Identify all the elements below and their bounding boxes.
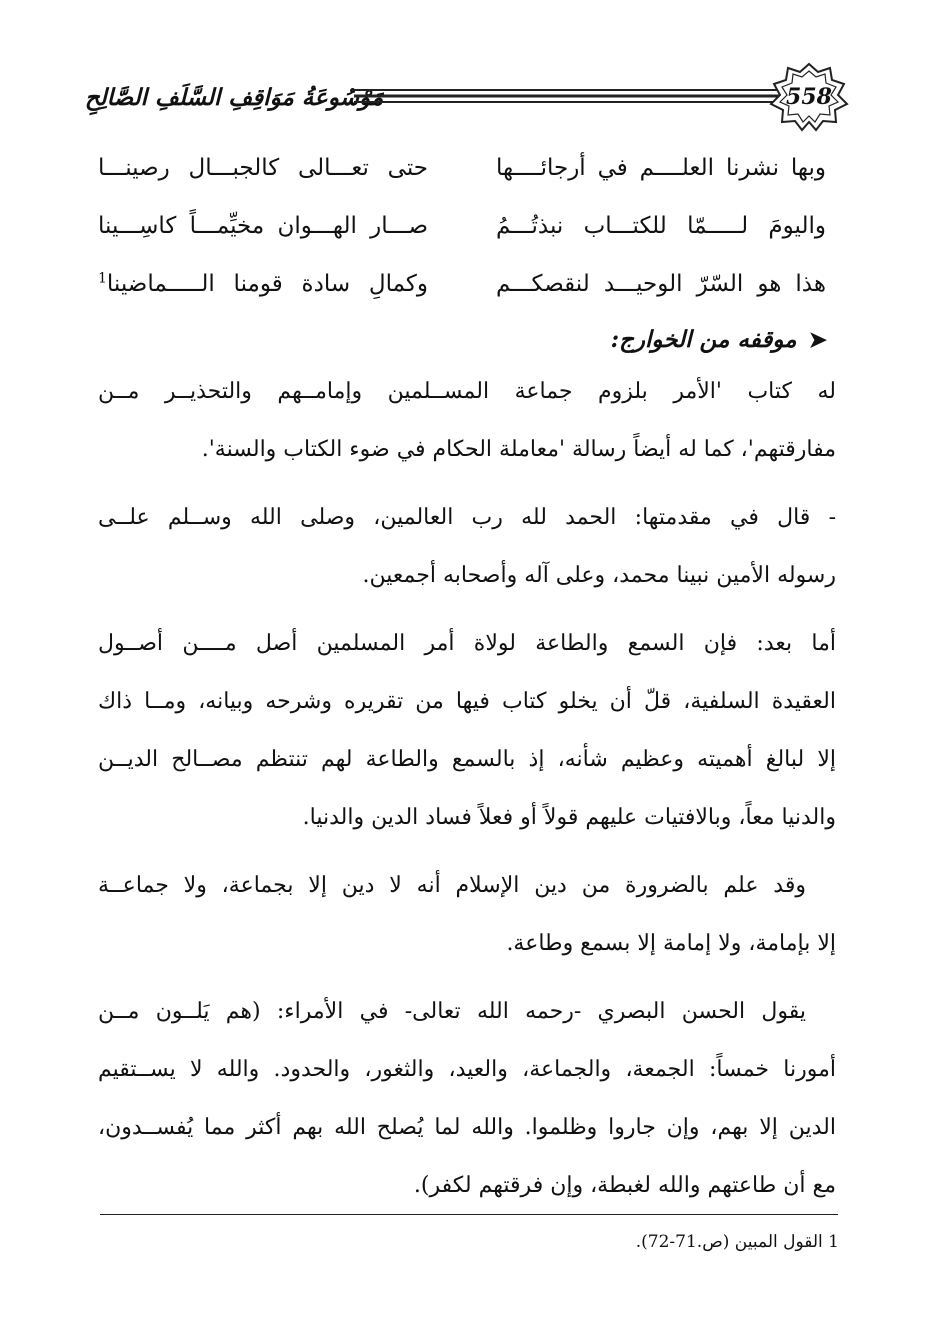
text-line: والدنيا معاً، وبالافتيات عليهم قولاً أو فعلاً فساد الدين والدنيا.	[302, 805, 836, 830]
book-title: مَوْسُوعَةُ مَوَاقِفِ السَّلَفِ الصَّالِحِ	[84, 84, 384, 111]
text-line: له كتاب 'الأمر بلزوم جماعة المســلمين وإمامــهم والتحذيــر مــن	[98, 379, 836, 404]
text-line: إلا بإمامة، ولا إمامة إلا بسمع وطاعة.	[506, 931, 836, 956]
verse-first-hemistich: واليومَ لـــــمّا للكتـــاب نبذتُـــمُ	[496, 213, 826, 239]
arrow-bullet-icon: ➤	[808, 327, 827, 353]
footnote-number: 1	[828, 1232, 839, 1252]
verse-second-hemistich: صـــار الهـــوان مخيِّمـــاً كاسِـــينا	[98, 213, 428, 239]
text-line: العقيدة السلفية، قلّ أن يخلو كتاب فيها من تقريره وشرحه وبيانه، ومــا ذاك	[98, 689, 836, 714]
text-line: رسوله الأمين نبينا محمد، وعلى آله وأصحابه أجمعين.	[362, 563, 836, 588]
text-line: مع أن طاعتهم والله لغبطة، وإن فرقتهم لكفر).	[413, 1173, 836, 1198]
text-line: أمورنا خمساً: الجمعة، والجماعة، والعيد، والثغور، والحدود. والله لا يســتقيم	[98, 1057, 836, 1082]
text-line: - قال في مقدمتها: الحمد لله رب العالمين، وصلى الله وســلم علــى	[98, 505, 836, 530]
body-text	[98, 372, 836, 1224]
text-line: يقول الحسن البصري -رحمه الله تعالى- في الأمراء: (هم يَلــون مــن	[98, 999, 806, 1024]
poem-verse	[98, 264, 826, 322]
text-line: وقد علم بالضرورة من دين الإسلام أنه لا دين إلا بجماعة، ولا جماعــة	[98, 873, 806, 898]
text-line: مفارقتهم'، كما له أيضاً رسالة 'معاملة الحكام في ضوء الكتاب والسنة'.	[201, 437, 836, 462]
footnote-divider	[100, 1214, 838, 1215]
verse-second-hemistich: حتى تعـــالى كالجبـــال رصينـــا	[98, 155, 428, 181]
verse-second-hemistich	[98, 264, 428, 322]
poem	[98, 148, 826, 322]
poem-verse	[98, 206, 826, 264]
footnote-reference: 1	[98, 270, 107, 287]
footnote-text: القول المبين (ص.71-72).	[635, 1232, 823, 1252]
section-heading-text: موقفه من الخوارج:	[610, 326, 797, 353]
verse-text: وكمالِ سادة قومنا الـــــماضينا	[106, 271, 428, 297]
poem-verse	[98, 148, 826, 206]
text-line: إلا لبالغ أهميته وعظيم شأنه، إذ بالسمع والطاعة لهم تنتظم مصــالح الديــن	[98, 747, 836, 772]
page-number: 558	[786, 84, 832, 110]
text-line: أما بعد: فإن السمع والطاعة لولاة أمر المسلمين أصل مــــن أصــول	[98, 631, 836, 656]
section-heading	[407, 318, 827, 362]
header-rule-ornament	[354, 84, 789, 108]
page-header	[84, 62, 864, 142]
text-line: الدين إلا بهم، وإن جاروا وظلموا. والله لما يُصلح الله بهم أكثر مما يُفســدون،	[98, 1115, 836, 1140]
verse-first-hemistich: هذا هو السّرّ الوحيـــد لنقصكـــم	[496, 271, 826, 297]
verse-first-hemistich: وبها نشرنا العلــــم في أرجائــــها	[496, 155, 826, 181]
footnote	[139, 1226, 839, 1258]
